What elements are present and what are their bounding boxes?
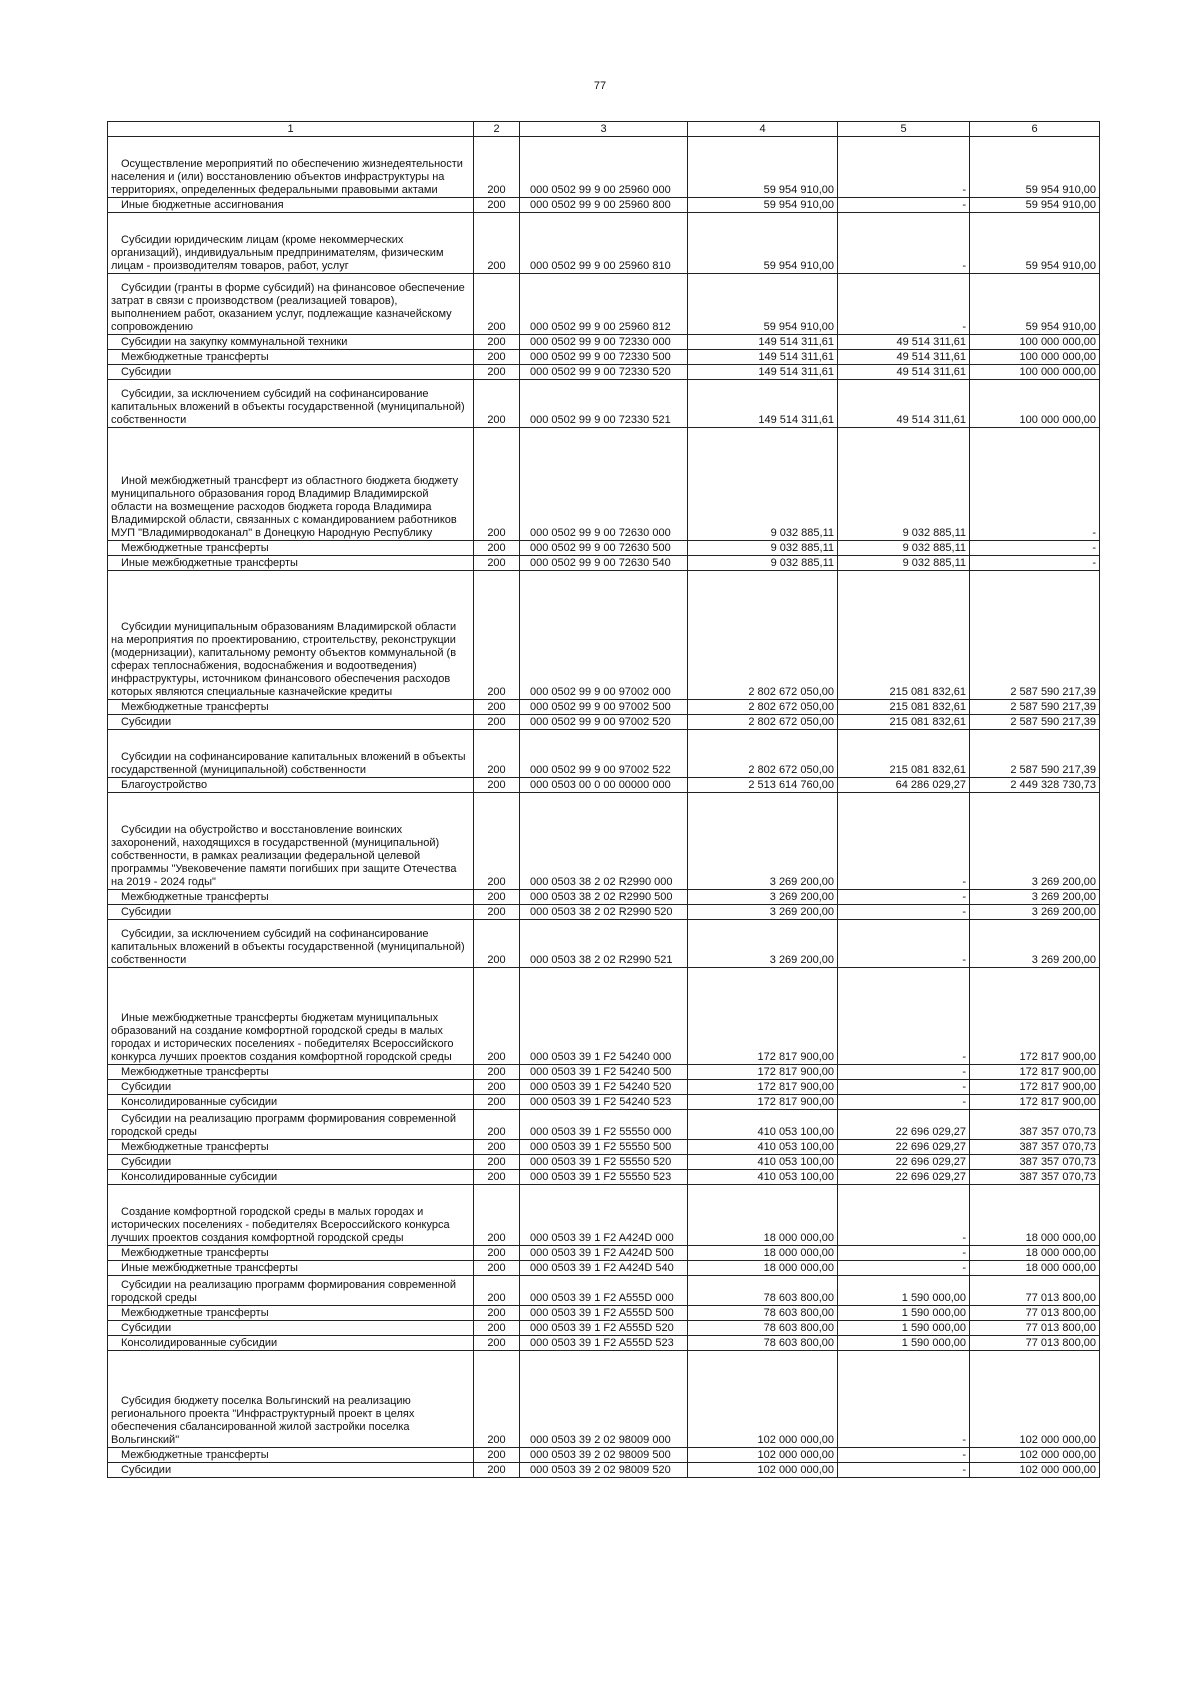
row-value-col6: 172 817 900,00 bbox=[970, 1095, 1100, 1110]
row-value-col6: 2 587 590 217,39 bbox=[970, 730, 1100, 778]
row-name: Межбюджетные трансферты bbox=[108, 1306, 474, 1321]
row-value-col4: 78 603 800,00 bbox=[688, 1336, 838, 1351]
table-row bbox=[108, 365, 1100, 380]
table-row bbox=[108, 1155, 1100, 1170]
row-classification-code: 000 0503 39 2 02 98009 500 bbox=[520, 1448, 688, 1463]
row-name: Субсидии bbox=[108, 1155, 474, 1170]
row-value-col4: 3 269 200,00 bbox=[688, 890, 838, 905]
row-code: 200 bbox=[474, 1306, 520, 1321]
table-row bbox=[108, 137, 1100, 198]
row-value-col5: 49 514 311,61 bbox=[838, 350, 970, 365]
row-classification-code: 000 0503 39 1 F2 A424D 500 bbox=[520, 1246, 688, 1261]
row-value-col6: 3 269 200,00 bbox=[970, 793, 1100, 890]
row-value-col4: 410 053 100,00 bbox=[688, 1170, 838, 1185]
row-value-col5: - bbox=[838, 1065, 970, 1080]
row-value-col5: - bbox=[838, 1095, 970, 1110]
row-value-col6: 3 269 200,00 bbox=[970, 920, 1100, 968]
row-name: Иной межбюджетный трансферт из областного бюджета бюджету муниципального образования город Владимир Владимирской области на возмещение расходов бюджета города Владимира Владимирской области, связанных с командированием работников МУП "Владимирводоканал" в Донецкую Народную Республику bbox=[108, 428, 474, 541]
column-header: 4 bbox=[688, 122, 838, 137]
row-code: 200 bbox=[474, 1463, 520, 1478]
row-value-col6: 172 817 900,00 bbox=[970, 968, 1100, 1065]
row-value-col5: - bbox=[838, 1185, 970, 1246]
row-value-col5: - bbox=[838, 920, 970, 968]
row-value-col4: 102 000 000,00 bbox=[688, 1463, 838, 1478]
row-value-col4: 2 802 672 050,00 bbox=[688, 700, 838, 715]
table-row bbox=[108, 335, 1100, 350]
row-name: Благоустройство bbox=[108, 778, 474, 793]
row-code: 200 bbox=[474, 541, 520, 556]
row-value-col6: 59 954 910,00 bbox=[970, 198, 1100, 213]
row-value-col4: 59 954 910,00 bbox=[688, 137, 838, 198]
row-classification-code: 000 0502 99 9 00 72330 500 bbox=[520, 350, 688, 365]
row-classification-code: 000 0503 38 2 02 R2990 500 bbox=[520, 890, 688, 905]
row-name: Межбюджетные трансферты bbox=[108, 1065, 474, 1080]
row-value-col4: 149 514 311,61 bbox=[688, 380, 838, 428]
row-value-col5: - bbox=[838, 1351, 970, 1448]
row-value-col6: - bbox=[970, 428, 1100, 541]
row-code: 200 bbox=[474, 968, 520, 1065]
budget-table bbox=[107, 121, 1100, 1478]
table-row bbox=[108, 198, 1100, 213]
row-value-col5: - bbox=[838, 1448, 970, 1463]
row-classification-code: 000 0503 39 1 F2 55550 000 bbox=[520, 1110, 688, 1140]
row-classification-code: 000 0503 39 1 F2 55550 500 bbox=[520, 1140, 688, 1155]
row-value-col5: 1 590 000,00 bbox=[838, 1336, 970, 1351]
row-classification-code: 000 0502 99 9 00 72330 521 bbox=[520, 380, 688, 428]
row-value-col4: 149 514 311,61 bbox=[688, 365, 838, 380]
row-value-col4: 149 514 311,61 bbox=[688, 350, 838, 365]
row-value-col6: 77 013 800,00 bbox=[970, 1336, 1100, 1351]
column-header: 5 bbox=[838, 122, 970, 137]
column-header: 2 bbox=[474, 122, 520, 137]
row-value-col4: 18 000 000,00 bbox=[688, 1261, 838, 1276]
table-row bbox=[108, 1276, 1100, 1306]
table-row bbox=[108, 541, 1100, 556]
row-classification-code: 000 0502 99 9 00 72630 000 bbox=[520, 428, 688, 541]
row-name: Субсидии на реализацию программ формирования современной городской среды bbox=[108, 1276, 474, 1306]
row-name: Осуществление мероприятий по обеспечению жизнедеятельности населения и (или) восстановлению объектов инфраструктуры на территориях, определенных федеральными правовыми актами bbox=[108, 137, 474, 198]
row-value-col4: 410 053 100,00 bbox=[688, 1140, 838, 1155]
row-value-col5: 9 032 885,11 bbox=[838, 556, 970, 571]
row-value-col4: 172 817 900,00 bbox=[688, 1080, 838, 1095]
row-value-col5: - bbox=[838, 1261, 970, 1276]
row-code: 200 bbox=[474, 700, 520, 715]
row-value-col4: 2 802 672 050,00 bbox=[688, 715, 838, 730]
column-header: 1 bbox=[108, 122, 474, 137]
row-code: 200 bbox=[474, 1351, 520, 1448]
row-value-col6: 100 000 000,00 bbox=[970, 335, 1100, 350]
row-value-col6: 2 587 590 217,39 bbox=[970, 700, 1100, 715]
column-header: 3 bbox=[520, 122, 688, 137]
row-value-col4: 102 000 000,00 bbox=[688, 1351, 838, 1448]
row-value-col5: - bbox=[838, 905, 970, 920]
row-value-col4: 59 954 910,00 bbox=[688, 274, 838, 335]
row-name: Субсидии bbox=[108, 1463, 474, 1478]
table-row bbox=[108, 1463, 1100, 1478]
row-name: Консолидированные субсидии bbox=[108, 1336, 474, 1351]
row-name: Консолидированные субсидии bbox=[108, 1095, 474, 1110]
row-value-col5: 1 590 000,00 bbox=[838, 1321, 970, 1336]
table-row bbox=[108, 1336, 1100, 1351]
row-value-col5: - bbox=[838, 1080, 970, 1095]
row-name: Межбюджетные трансферты bbox=[108, 541, 474, 556]
row-value-col5: - bbox=[838, 890, 970, 905]
row-value-col5: 215 081 832,61 bbox=[838, 571, 970, 700]
row-code: 200 bbox=[474, 428, 520, 541]
row-classification-code: 000 0502 99 9 00 97002 522 bbox=[520, 730, 688, 778]
row-name: Субсидии на обустройство и восстановление воинских захоронений, находящихся в государственной (муниципальной) собственности, в рамках реализации федеральной целевой программы "Увековечение памяти погибших при защите Отечества на 2019 - 2024 годы" bbox=[108, 793, 474, 890]
table-row bbox=[108, 1321, 1100, 1336]
row-value-col5: 64 286 029,27 bbox=[838, 778, 970, 793]
row-value-col5: 1 590 000,00 bbox=[838, 1276, 970, 1306]
row-value-col5: 49 514 311,61 bbox=[838, 365, 970, 380]
row-value-col5: - bbox=[838, 1463, 970, 1478]
row-value-col6: 172 817 900,00 bbox=[970, 1065, 1100, 1080]
row-value-col5: 215 081 832,61 bbox=[838, 700, 970, 715]
row-name: Иные межбюджетные трансферты бюджетам муниципальных образований на создание комфортной городской среды в малых городах и исторических поселениях - победителях Всероссийского конкурса лучших проектов создания комфортной городской среды bbox=[108, 968, 474, 1065]
table-row bbox=[108, 1080, 1100, 1095]
table-row bbox=[108, 1246, 1100, 1261]
row-value-col4: 9 032 885,11 bbox=[688, 541, 838, 556]
row-code: 200 bbox=[474, 793, 520, 890]
table-row bbox=[108, 1170, 1100, 1185]
row-classification-code: 000 0503 39 1 F2 54240 000 bbox=[520, 968, 688, 1065]
table-row bbox=[108, 1065, 1100, 1080]
table-row bbox=[108, 1261, 1100, 1276]
row-value-col4: 149 514 311,61 bbox=[688, 335, 838, 350]
row-code: 200 bbox=[474, 1140, 520, 1155]
column-header: 6 bbox=[970, 122, 1100, 137]
table-row bbox=[108, 1140, 1100, 1155]
row-code: 200 bbox=[474, 1080, 520, 1095]
row-value-col5: - bbox=[838, 968, 970, 1065]
table-row bbox=[108, 380, 1100, 428]
row-name: Субсидии bbox=[108, 1080, 474, 1095]
table-row bbox=[108, 213, 1100, 274]
row-value-col5: 22 696 029,27 bbox=[838, 1110, 970, 1140]
row-name: Субсидии, за исключением субсидий на софинансирование капитальных вложений в объекты государственной (муниципальной) собственности bbox=[108, 920, 474, 968]
row-name: Иные бюджетные ассигнования bbox=[108, 198, 474, 213]
row-value-col4: 78 603 800,00 bbox=[688, 1276, 838, 1306]
row-code: 200 bbox=[474, 1246, 520, 1261]
row-value-col6: 77 013 800,00 bbox=[970, 1306, 1100, 1321]
row-classification-code: 000 0502 99 9 00 72330 520 bbox=[520, 365, 688, 380]
row-name: Консолидированные субсидии bbox=[108, 1170, 474, 1185]
budget-table-body bbox=[108, 122, 1100, 1478]
row-name: Субсидии на софинансирование капитальных вложений в объекты государственной (муниципальной) собственности bbox=[108, 730, 474, 778]
table-row bbox=[108, 556, 1100, 571]
table-row bbox=[108, 793, 1100, 890]
row-value-col4: 59 954 910,00 bbox=[688, 213, 838, 274]
row-code: 200 bbox=[474, 213, 520, 274]
row-value-col4: 18 000 000,00 bbox=[688, 1246, 838, 1261]
row-value-col5: 9 032 885,11 bbox=[838, 428, 970, 541]
table-row bbox=[108, 968, 1100, 1065]
row-value-col4: 2 802 672 050,00 bbox=[688, 730, 838, 778]
row-classification-code: 000 0503 39 1 F2 55550 520 bbox=[520, 1155, 688, 1170]
row-value-col5: 215 081 832,61 bbox=[838, 730, 970, 778]
row-name: Субсидии bbox=[108, 365, 474, 380]
row-name: Субсидии юридическим лицам (кроме некоммерческих организаций), индивидуальным предпринимателям, физическим лицам - производителям товаров, работ, услуг bbox=[108, 213, 474, 274]
table-row bbox=[108, 571, 1100, 700]
row-code: 200 bbox=[474, 571, 520, 700]
row-name: Межбюджетные трансферты bbox=[108, 890, 474, 905]
table-row bbox=[108, 1095, 1100, 1110]
row-value-col5: - bbox=[838, 137, 970, 198]
row-value-col6: 172 817 900,00 bbox=[970, 1080, 1100, 1095]
row-name: Субсидии bbox=[108, 1321, 474, 1336]
row-value-col4: 3 269 200,00 bbox=[688, 793, 838, 890]
row-value-col4: 2 802 672 050,00 bbox=[688, 571, 838, 700]
row-value-col6: 59 954 910,00 bbox=[970, 137, 1100, 198]
table-row bbox=[108, 350, 1100, 365]
row-value-col6: 2 587 590 217,39 bbox=[970, 715, 1100, 730]
row-classification-code: 000 0503 39 1 F2 54240 520 bbox=[520, 1080, 688, 1095]
row-classification-code: 000 0503 00 0 00 00000 000 bbox=[520, 778, 688, 793]
row-classification-code: 000 0502 99 9 00 97002 000 bbox=[520, 571, 688, 700]
row-name: Субсидии, за исключением субсидий на софинансирование капитальных вложений в объекты государственной (муниципальной) собственности bbox=[108, 380, 474, 428]
row-value-col5: 49 514 311,61 bbox=[838, 380, 970, 428]
row-code: 200 bbox=[474, 905, 520, 920]
row-value-col5: 22 696 029,27 bbox=[838, 1140, 970, 1155]
row-classification-code: 000 0502 99 9 00 25960 812 bbox=[520, 274, 688, 335]
row-code: 200 bbox=[474, 556, 520, 571]
row-name: Межбюджетные трансферты bbox=[108, 350, 474, 365]
row-value-col5: - bbox=[838, 274, 970, 335]
table-row bbox=[108, 700, 1100, 715]
row-value-col5: 22 696 029,27 bbox=[838, 1170, 970, 1185]
table-row bbox=[108, 1185, 1100, 1246]
row-value-col6: 102 000 000,00 bbox=[970, 1463, 1100, 1478]
row-value-col6: 387 357 070,73 bbox=[970, 1170, 1100, 1185]
row-name: Субсидии (гранты в форме субсидий) на финансовое обеспечение затрат в связи с производством (реализацией товаров), выполнением работ, оказанием услуг, подлежащие казначейскому сопровождению bbox=[108, 274, 474, 335]
row-value-col6: 77 013 800,00 bbox=[970, 1321, 1100, 1336]
row-code: 200 bbox=[474, 1261, 520, 1276]
row-value-col6: 102 000 000,00 bbox=[970, 1351, 1100, 1448]
row-code: 200 bbox=[474, 1185, 520, 1246]
row-name: Субсидии муниципальным образованиям Владимирской области на мероприятия по проектированию, строительству, реконструкции (модернизации), капитальному ремонту объектов коммунальной (в сферах теплоснабжения, водоснабжения и водоотведения) инфраструктуры, источником финансового обеспечения расходов которых являются специальные казначейские кредиты bbox=[108, 571, 474, 700]
row-code: 200 bbox=[474, 1110, 520, 1140]
table-row bbox=[108, 715, 1100, 730]
row-value-col4: 172 817 900,00 bbox=[688, 1065, 838, 1080]
row-name: Межбюджетные трансферты bbox=[108, 1140, 474, 1155]
row-value-col5: - bbox=[838, 213, 970, 274]
row-classification-code: 000 0503 38 2 02 R2990 520 bbox=[520, 905, 688, 920]
row-name: Субсидия бюджету поселка Вольгинский на реализацию регионального проекта "Инфраструктурный проект в целях обеспечения сбалансированной жилой застройки поселка Вольгинский" bbox=[108, 1351, 474, 1448]
row-value-col4: 172 817 900,00 bbox=[688, 968, 838, 1065]
row-code: 200 bbox=[474, 137, 520, 198]
row-classification-code: 000 0502 99 9 00 25960 000 bbox=[520, 137, 688, 198]
row-value-col5: 215 081 832,61 bbox=[838, 715, 970, 730]
row-classification-code: 000 0503 39 1 F2 54240 523 bbox=[520, 1095, 688, 1110]
row-name: Иные межбюджетные трансферты bbox=[108, 1261, 474, 1276]
row-code: 200 bbox=[474, 715, 520, 730]
row-value-col4: 18 000 000,00 bbox=[688, 1185, 838, 1246]
row-code: 200 bbox=[474, 1321, 520, 1336]
row-code: 200 bbox=[474, 1095, 520, 1110]
row-name: Субсидии на закупку коммунальной техники bbox=[108, 335, 474, 350]
row-classification-code: 000 0503 39 1 F2 A555D 000 bbox=[520, 1276, 688, 1306]
row-name: Межбюджетные трансферты bbox=[108, 700, 474, 715]
row-value-col5: - bbox=[838, 198, 970, 213]
row-name: Субсидии bbox=[108, 715, 474, 730]
row-value-col6: - bbox=[970, 541, 1100, 556]
row-code: 200 bbox=[474, 730, 520, 778]
row-value-col5: - bbox=[838, 793, 970, 890]
row-value-col5: 49 514 311,61 bbox=[838, 335, 970, 350]
row-value-col4: 410 053 100,00 bbox=[688, 1110, 838, 1140]
row-classification-code: 000 0502 99 9 00 97002 520 bbox=[520, 715, 688, 730]
row-value-col5: - bbox=[838, 1246, 970, 1261]
table-row bbox=[108, 274, 1100, 335]
row-code: 200 bbox=[474, 1448, 520, 1463]
row-classification-code: 000 0503 39 1 F2 54240 500 bbox=[520, 1065, 688, 1080]
row-name: Иные межбюджетные трансферты bbox=[108, 556, 474, 571]
row-value-col4: 9 032 885,11 bbox=[688, 556, 838, 571]
row-classification-code: 000 0503 39 2 02 98009 000 bbox=[520, 1351, 688, 1448]
row-code: 200 bbox=[474, 1170, 520, 1185]
row-classification-code: 000 0503 39 1 F2 A424D 540 bbox=[520, 1261, 688, 1276]
row-classification-code: 000 0502 99 9 00 25960 810 bbox=[520, 213, 688, 274]
row-value-col4: 9 032 885,11 bbox=[688, 428, 838, 541]
row-name: Межбюджетные трансферты bbox=[108, 1448, 474, 1463]
table-row bbox=[108, 1306, 1100, 1321]
row-name: Субсидии bbox=[108, 905, 474, 920]
row-name: Межбюджетные трансферты bbox=[108, 1246, 474, 1261]
row-code: 200 bbox=[474, 198, 520, 213]
row-value-col6: - bbox=[970, 556, 1100, 571]
row-classification-code: 000 0502 99 9 00 25960 800 bbox=[520, 198, 688, 213]
table-row bbox=[108, 890, 1100, 905]
row-value-col6: 18 000 000,00 bbox=[970, 1185, 1100, 1246]
table-row bbox=[108, 920, 1100, 968]
row-value-col4: 59 954 910,00 bbox=[688, 198, 838, 213]
table-row bbox=[108, 778, 1100, 793]
row-classification-code: 000 0503 39 1 F2 A555D 523 bbox=[520, 1336, 688, 1351]
row-code: 200 bbox=[474, 335, 520, 350]
row-classification-code: 000 0503 38 2 02 R2990 521 bbox=[520, 920, 688, 968]
row-code: 200 bbox=[474, 380, 520, 428]
row-classification-code: 000 0503 39 1 F2 A424D 000 bbox=[520, 1185, 688, 1246]
row-code: 200 bbox=[474, 1336, 520, 1351]
row-classification-code: 000 0502 99 9 00 72630 540 bbox=[520, 556, 688, 571]
row-classification-code: 000 0503 39 1 F2 55550 523 bbox=[520, 1170, 688, 1185]
row-classification-code: 000 0503 38 2 02 R2990 000 bbox=[520, 793, 688, 890]
row-classification-code: 000 0503 39 2 02 98009 520 bbox=[520, 1463, 688, 1478]
table-row bbox=[108, 1351, 1100, 1448]
row-code: 200 bbox=[474, 350, 520, 365]
row-classification-code: 000 0502 99 9 00 72630 500 bbox=[520, 541, 688, 556]
table-row bbox=[108, 1110, 1100, 1140]
row-code: 200 bbox=[474, 1155, 520, 1170]
row-value-col6: 2 587 590 217,39 bbox=[970, 571, 1100, 700]
row-value-col6: 18 000 000,00 bbox=[970, 1261, 1100, 1276]
row-code: 200 bbox=[474, 890, 520, 905]
row-name: Субсидии на реализацию программ формирования современной городской среды bbox=[108, 1110, 474, 1140]
row-classification-code: 000 0503 39 1 F2 A555D 520 bbox=[520, 1321, 688, 1336]
row-value-col4: 78 603 800,00 bbox=[688, 1321, 838, 1336]
row-value-col4: 172 817 900,00 bbox=[688, 1095, 838, 1110]
row-code: 200 bbox=[474, 1065, 520, 1080]
row-value-col6: 18 000 000,00 bbox=[970, 1246, 1100, 1261]
row-value-col4: 3 269 200,00 bbox=[688, 905, 838, 920]
row-value-col4: 102 000 000,00 bbox=[688, 1448, 838, 1463]
row-value-col6: 100 000 000,00 bbox=[970, 365, 1100, 380]
row-value-col6: 387 357 070,73 bbox=[970, 1155, 1100, 1170]
row-name: Создание комфортной городской среды в малых городах и исторических поселениях - победителях Всероссийского конкурса лучших проектов создания комфортной городской среды bbox=[108, 1185, 474, 1246]
row-code: 200 bbox=[474, 365, 520, 380]
row-value-col6: 100 000 000,00 bbox=[970, 350, 1100, 365]
row-value-col5: 9 032 885,11 bbox=[838, 541, 970, 556]
row-classification-code: 000 0502 99 9 00 97002 500 bbox=[520, 700, 688, 715]
row-value-col6: 2 449 328 730,73 bbox=[970, 778, 1100, 793]
row-classification-code: 000 0502 99 9 00 72330 000 bbox=[520, 335, 688, 350]
row-value-col6: 387 357 070,73 bbox=[970, 1110, 1100, 1140]
row-value-col5: 22 696 029,27 bbox=[838, 1155, 970, 1170]
row-value-col6: 59 954 910,00 bbox=[970, 213, 1100, 274]
page-number: 77 bbox=[593, 80, 607, 92]
row-value-col6: 100 000 000,00 bbox=[970, 380, 1100, 428]
row-classification-code: 000 0503 39 1 F2 A555D 500 bbox=[520, 1306, 688, 1321]
row-value-col4: 410 053 100,00 bbox=[688, 1155, 838, 1170]
row-value-col6: 3 269 200,00 bbox=[970, 890, 1100, 905]
row-value-col4: 3 269 200,00 bbox=[688, 920, 838, 968]
table-row bbox=[108, 730, 1100, 778]
row-code: 200 bbox=[474, 1276, 520, 1306]
row-value-col5: 1 590 000,00 bbox=[838, 1306, 970, 1321]
row-value-col6: 3 269 200,00 bbox=[970, 905, 1100, 920]
row-value-col6: 387 357 070,73 bbox=[970, 1140, 1100, 1155]
row-code: 200 bbox=[474, 274, 520, 335]
row-value-col6: 102 000 000,00 bbox=[970, 1448, 1100, 1463]
row-value-col4: 2 513 614 760,00 bbox=[688, 778, 838, 793]
table-row bbox=[108, 1448, 1100, 1463]
row-value-col6: 59 954 910,00 bbox=[970, 274, 1100, 335]
table-row bbox=[108, 428, 1100, 541]
row-code: 200 bbox=[474, 778, 520, 793]
row-value-col4: 78 603 800,00 bbox=[688, 1306, 838, 1321]
table-row bbox=[108, 905, 1100, 920]
row-value-col6: 77 013 800,00 bbox=[970, 1276, 1100, 1306]
table-header-row bbox=[108, 122, 1100, 137]
row-code: 200 bbox=[474, 920, 520, 968]
